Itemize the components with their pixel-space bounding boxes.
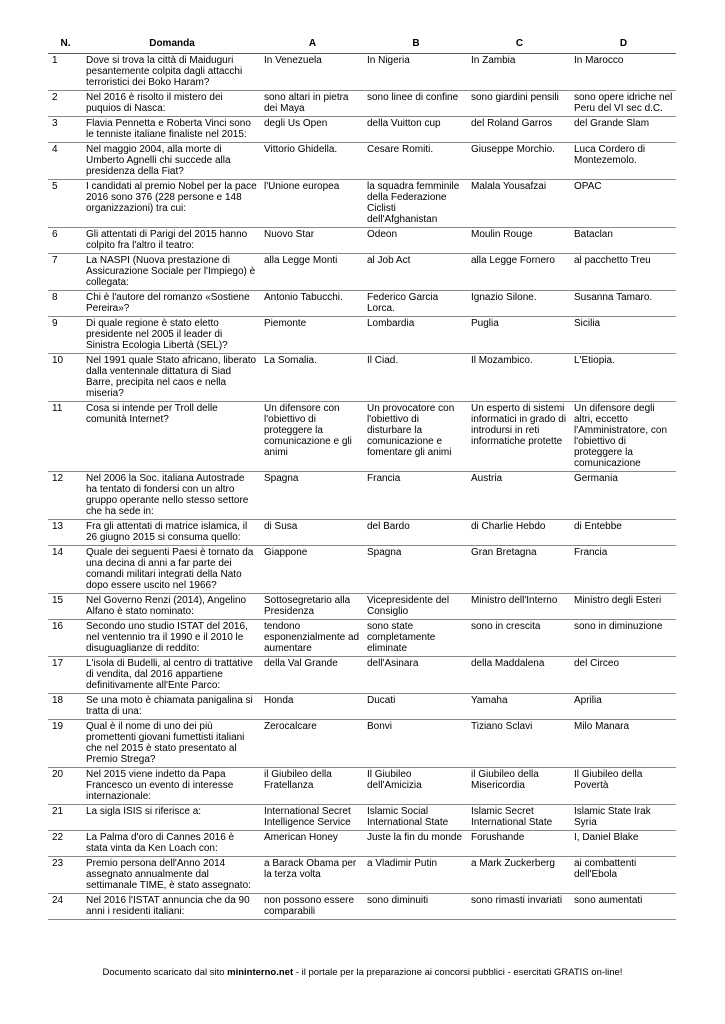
answer-option-d: I, Daniel Blake [571,831,676,857]
answer-option-a: Antonio Tabucchi. [261,291,364,317]
question-number: 11 [48,402,83,472]
answer-option-d: sono aumentati [571,894,676,920]
header-option-a: A [261,34,364,54]
question-number: 4 [48,143,83,180]
question-text: Cosa si intende per Troll delle comunità Internet? [83,402,261,472]
answer-option-b: Bonvi [364,720,468,768]
question-text: Nel Governo Renzi (2014), Angelino Alfano è stato nominato: [83,594,261,620]
table-row [48,291,676,317]
answer-option-d: sono opere idriche nel Peru del VI sec d.C. [571,91,676,117]
header-option-b: B [364,34,468,54]
question-number: 22 [48,831,83,857]
table-row [48,620,676,657]
answer-option-a: International Secret Intelligence Service [261,805,364,831]
answer-option-c: della Maddalena [468,657,571,694]
answer-option-d: Ministro degli Esteri [571,594,676,620]
answer-option-a: sono altari in pietra dei Maya [261,91,364,117]
answer-option-a: Piemonte [261,317,364,354]
answer-option-d: Il Giubileo della Povertà [571,768,676,805]
table-row [48,402,676,472]
answer-option-b: Juste la fin du monde [364,831,468,857]
answer-option-b: Federico Garcia Lorca. [364,291,468,317]
answer-option-b: del Bardo [364,520,468,546]
answer-option-b: sono linee di confine [364,91,468,117]
answer-option-b: Vicepresidente del Consiglio [364,594,468,620]
answer-option-b: Cesare Romiti. [364,143,468,180]
answer-option-a: American Honey [261,831,364,857]
table-row [48,857,676,894]
question-number: 14 [48,546,83,594]
answer-option-a: l'Unione europea [261,180,364,228]
answer-option-d: Susanna Tamaro. [571,291,676,317]
answer-option-c: Yamaha [468,694,571,720]
table-body [48,54,676,920]
answer-option-c: Giuseppe Morchio. [468,143,571,180]
answer-option-b: sono diminuiti [364,894,468,920]
question-text: L'isola di Budelli, al centro di trattative di vendita, dal 2016 appartiene definitivamente all'Ente Parco: [83,657,261,694]
answer-option-a: Nuovo Star [261,228,364,254]
answer-option-a: Spagna [261,472,364,520]
question-text: La Palma d'oro di Cannes 2016 è stata vinta da Ken Loach con: [83,831,261,857]
table-row [48,180,676,228]
answer-option-a: In Venezuela [261,54,364,91]
question-text: Flavia Pennetta e Roberta Vinci sono le tenniste italiane finaliste nel 2015: [83,117,261,143]
answer-option-a: Sottosegretario alla Presidenza [261,594,364,620]
question-number: 16 [48,620,83,657]
answer-option-d: Sicilia [571,317,676,354]
table-row [48,894,676,920]
question-text: Dove si trova la città di Maiduguri pesantemente colpita dagli attacchi terroristici dei Boko Haram? [83,54,261,91]
question-number: 24 [48,894,83,920]
answer-option-d: Un difensore degli altri, eccetto l'Amministratore, con l'obiettivo di proteggere la comunicazione [571,402,676,472]
question-number: 2 [48,91,83,117]
answer-option-c: Islamic Secret International State [468,805,571,831]
table-row [48,520,676,546]
answer-option-c: Malala Yousafzai [468,180,571,228]
answer-option-d: ai combattenti dell'Ebola [571,857,676,894]
question-number: 20 [48,768,83,805]
table-row [48,317,676,354]
quiz-table [48,34,676,920]
answer-option-d: Luca Cordero di Montezemolo. [571,143,676,180]
answer-option-d: del Circeo [571,657,676,694]
footer-prefix: Documento scaricato dal sito [102,967,228,978]
table-row [48,720,676,768]
answer-option-d: Milo Manara [571,720,676,768]
answer-option-c: il Giubileo della Misericordia [468,768,571,805]
question-number: 17 [48,657,83,694]
answer-option-d: di Entebbe [571,520,676,546]
question-number: 21 [48,805,83,831]
answer-option-a: di Susa [261,520,364,546]
question-text: Se una moto è chiamata panigalina si tratta di una: [83,694,261,720]
question-text: Nel 1991 quale Stato africano, liberato dalla ventennale dittatura di Siad Barre, precipita nel caos e nella miseria? [83,354,261,402]
answer-option-a: Zerocalcare [261,720,364,768]
table-row [48,594,676,620]
answer-option-a: Honda [261,694,364,720]
answer-option-b: Il Ciad. [364,354,468,402]
question-text: La sigla ISIS si riferisce a: [83,805,261,831]
question-number: 8 [48,291,83,317]
answer-option-c: Un esperto di sistemi informatici in grado di introdursi in reti informatiche protette [468,402,571,472]
table-row [48,228,676,254]
answer-option-c: Moulin Rouge [468,228,571,254]
answer-option-a: non possono essere comparabili [261,894,364,920]
answer-option-d: L'Etiopia. [571,354,676,402]
answer-option-b: sono state completamente eliminate [364,620,468,657]
question-number: 12 [48,472,83,520]
answer-option-a: Vittorio Ghidella. [261,143,364,180]
table-row [48,768,676,805]
answer-option-b: Ducati [364,694,468,720]
answer-option-b: Lombardia [364,317,468,354]
question-number: 7 [48,254,83,291]
answer-option-b: della Vuitton cup [364,117,468,143]
answer-option-b: Spagna [364,546,468,594]
table-row [48,91,676,117]
answer-option-b: a Vladimir Putin [364,857,468,894]
question-text: Nel 2016 è risolto il mistero dei puquios di Nasca: [83,91,261,117]
table-row [48,143,676,180]
answer-option-c: Puglia [468,317,571,354]
answer-option-d: In Marocco [571,54,676,91]
answer-option-c: alla Legge Fornero [468,254,571,291]
answer-option-b: Islamic Social International State [364,805,468,831]
answer-option-a: della Val Grande [261,657,364,694]
table-row [48,831,676,857]
answer-option-d: Aprilia [571,694,676,720]
table-row [48,354,676,402]
question-number: 23 [48,857,83,894]
answer-option-b: dell'Asinara [364,657,468,694]
question-text: Chi è l'autore del romanzo «Sostiene Pereira»? [83,291,261,317]
answer-option-a: Giappone [261,546,364,594]
question-number: 1 [48,54,83,91]
table-row [48,657,676,694]
answer-option-b: Il Giubileo dell'Amicizia [364,768,468,805]
question-text: I candidati al premio Nobel per la pace 2016 sono 376 (228 persone e 148 organizzazioni) tra cui: [83,180,261,228]
answer-option-a: a Barack Obama per la terza volta [261,857,364,894]
answer-option-d: Germania [571,472,676,520]
answer-option-c: Austria [468,472,571,520]
question-text: Nel 2016 l'ISTAT annuncia che da 90 anni i residenti italiani: [83,894,261,920]
header-question: Domanda [83,34,261,54]
question-text: Quale dei seguenti Paesi è tornato da una decina di anni a far parte dei comandi militari integrati della Nato dopo essere uscito nel 1966? [83,546,261,594]
question-text: La NASPI (Nuova prestazione di Assicurazione Sociale per l'Impiego) è collegata: [83,254,261,291]
footer-suffix: - il portale per la preparazione ai concorsi pubblici - esercitati GRATIS on-line! [293,967,623,978]
answer-option-c: Il Mozambico. [468,354,571,402]
question-text: Fra gli attentati di matrice islamica, il 26 giugno 2015 si consuma quello: [83,520,261,546]
question-number: 19 [48,720,83,768]
answer-option-d: Francia [571,546,676,594]
question-text: Secondo uno studio ISTAT del 2016, nel ventennio tra il 1990 e il 2010 le disuguaglianze di reddito: [83,620,261,657]
answer-option-c: Tiziano Sclavi [468,720,571,768]
answer-option-b: Odeon [364,228,468,254]
answer-option-b: In Nigeria [364,54,468,91]
question-number: 15 [48,594,83,620]
table-row [48,254,676,291]
answer-option-a: alla Legge Monti [261,254,364,291]
question-number: 5 [48,180,83,228]
answer-option-c: Ignazio Silone. [468,291,571,317]
answer-option-c: Gran Bretagna [468,546,571,594]
answer-option-d: Islamic State Irak Syria [571,805,676,831]
header-number: N. [48,34,83,54]
question-number: 13 [48,520,83,546]
answer-option-a: degli Us Open [261,117,364,143]
table-row [48,805,676,831]
question-number: 6 [48,228,83,254]
question-number: 3 [48,117,83,143]
answer-option-a: tendono esponenzialmente ad aumentare [261,620,364,657]
answer-option-d: sono in diminuzione [571,620,676,657]
answer-option-c: Forushande [468,831,571,857]
answer-option-b: al Job Act [364,254,468,291]
answer-option-b: Un provocatore con l'obiettivo di disturbare la comunicazione e fomentare gli animi [364,402,468,472]
question-text: Nel maggio 2004, alla morte di Umberto Agnelli chi succede alla presidenza della Fiat? [83,143,261,180]
page-footer [0,967,725,978]
answer-option-b: Francia [364,472,468,520]
answer-option-c: sono giardini pensili [468,91,571,117]
answer-option-d: Bataclan [571,228,676,254]
footer-site-name: mininterno.net [227,967,294,978]
answer-option-d: del Grande Slam [571,117,676,143]
question-number: 10 [48,354,83,402]
answer-option-a: il Giubileo della Fratellanza [261,768,364,805]
table-header [48,34,676,54]
question-text: Nel 2015 viene indetto da Papa Francesco un evento di interesse internazionale: [83,768,261,805]
table-row [48,546,676,594]
question-text: Qual è il nome di uno dei più promettenti giovani fumettisti italiani che nel 2015 è stato presentato al Premio Strega? [83,720,261,768]
answer-option-d: al pacchetto Treu [571,254,676,291]
answer-option-d: OPAC [571,180,676,228]
header-option-d: D [571,34,676,54]
question-text: Premio persona dell'Anno 2014 assegnato annualmente dal settimanale TIME, è stato assegnato: [83,857,261,894]
table-row [48,117,676,143]
answer-option-c: del Roland Garros [468,117,571,143]
table-row [48,694,676,720]
answer-option-c: sono in crescita [468,620,571,657]
answer-option-b: la squadra femminile della Federazione Ciclisti dell'Afghanistan [364,180,468,228]
answer-option-c: a Mark Zuckerberg [468,857,571,894]
answer-option-c: di Charlie Hebdo [468,520,571,546]
answer-option-a: Un difensore con l'obiettivo di proteggere la comunicazione e gli animi [261,402,364,472]
answer-option-c: In Zambia [468,54,571,91]
question-number: 18 [48,694,83,720]
question-number: 9 [48,317,83,354]
answer-option-c: Ministro dell'Interno [468,594,571,620]
table-row [48,472,676,520]
answer-option-c: sono rimasti invariati [468,894,571,920]
question-text: Gli attentati di Parigi del 2015 hanno colpito fra l'altro il teatro: [83,228,261,254]
table-row [48,54,676,91]
question-text: Nel 2006 la Soc. italiana Autostrade ha tentato di fondersi con un altro gruppo operante nello stesso settore che ha sede in: [83,472,261,520]
answer-option-a: La Somalia. [261,354,364,402]
header-option-c: C [468,34,571,54]
question-text: Di quale regione è stato eletto presidente nel 2005 il leader di Sinistra Ecologia Libertà (SEL)? [83,317,261,354]
